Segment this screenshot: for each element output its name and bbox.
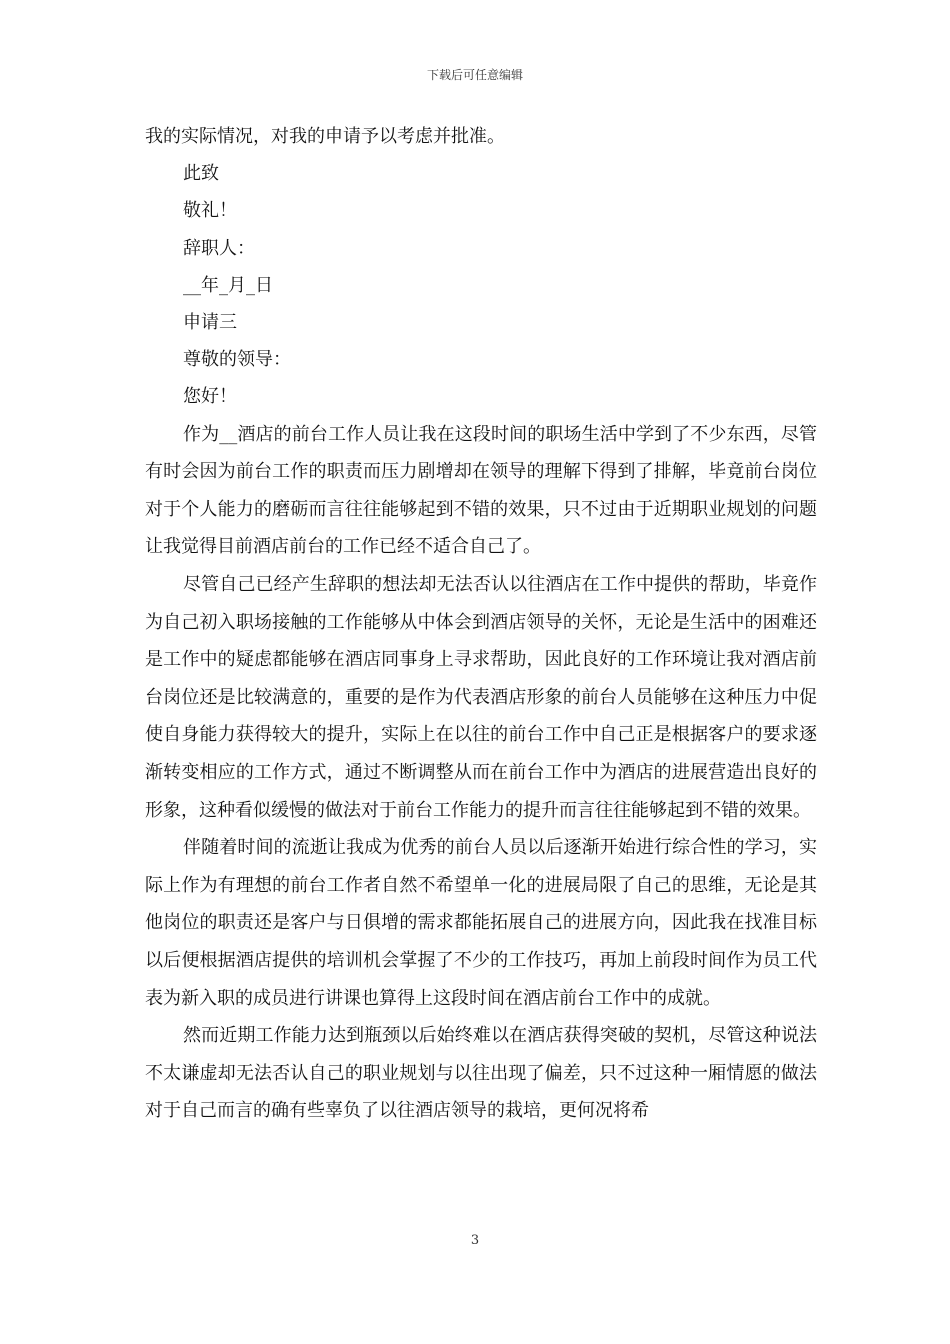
paragraph: 然而近期工作能力达到瓶颈以后始终难以在酒店获得突破的契机，尽管这种说法不太谦虚却无法否认自己的职业规划与以往出现了偏差，只不过这种一厢情愿的做法对于自己而言的确有些辜负了以往酒店领导的栽培，更何况将希 <box>145 1025 817 1122</box>
greeting-line: 您好！ <box>183 386 237 408</box>
paragraph: 作为__酒店的前台工作人员让我在这段时间的职场生活中学到了不少东西，尽管有时会因为前台工作的职责而压力剧增却在领导的理解下得到了排解，毕竟前台岗位对于个人能力的磨砺而言往往能够起到不错的效果，只不过由于近期职业规划的问题让我觉得目前酒店前台的工作已经不适合自己了。 <box>145 423 817 558</box>
signature-line: 辞职人： <box>183 237 255 259</box>
paragraph: 伴随着时间的流逝让我成为优秀的前台人员以后逐渐开始进行综合性的学习，实际上作为有理想的前台工作者自然不希望单一化的进展局限了自己的思维，无论是其他岗位的职责还是客户与日俱增的需求都能拓展自己的进展方向，因此我在找准目标以后便根据酒店提供的培训机会掌握了不少的工作技巧，再加上前段时间作为员工代表为新入职的成员进行讲课也算得上这段时间在酒店前台工作中的成就。 <box>145 837 817 1009</box>
section-heading: 申请三 <box>183 312 237 334</box>
salutation-line: 敬礼！ <box>183 200 237 222</box>
paragraph: 尽管自己已经产生辞职的想法却无法否认以往酒店在工作中提供的帮助，毕竟作为自己初入职场接触的工作能够从中体会到酒店领导的关怀，无论是生活中的困难还是工作中的疑虑都能够在酒店同事身上寻求帮助，因此良好的工作环境让我对酒店前台岗位还是比较满意的，重要的是作为代表酒店形象的前台人员能够在这种压力中促使自身能力获得较大的提升，实际上在以往的前台工作中自己正是根据客户的要求逐渐转变相应的工作方式，通过不断调整从而在前台工作中为酒店的进展营造出良好的形象，这种看似缓慢的做法对于前台工作能力的提升而言往往能够起到不错的效果。 <box>145 574 817 821</box>
continuation-line: 我的实际情况，对我的申请予以考虑并批准。 <box>145 126 505 147</box>
date-line: __年_月_日 <box>183 274 273 296</box>
document-body <box>145 118 817 1130</box>
salutation-line: 此致 <box>183 163 219 185</box>
page-number: 3 <box>470 1233 480 1248</box>
greeting-line: 尊敬的领导： <box>183 349 291 371</box>
page-header: 下载后可任意编辑 <box>426 68 523 82</box>
